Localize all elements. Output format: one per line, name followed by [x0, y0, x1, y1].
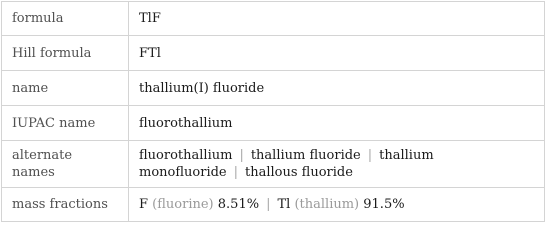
row-label: Hill formula — [2, 36, 129, 71]
element-name: (fluorine) — [152, 197, 214, 212]
element-symbol: F — [139, 197, 149, 212]
mass-fractions-value — [129, 188, 545, 222]
table-row-name — [2, 71, 545, 106]
name-value: thallium(I) fluoride — [129, 71, 545, 106]
table-row-mass-fractions — [2, 188, 545, 222]
element-symbol: Tl — [277, 197, 291, 212]
table-row-alternate-names — [2, 141, 545, 188]
alternate-name: fluorothallium — [139, 148, 233, 163]
mass-percent: 8.51% — [217, 197, 260, 212]
alternate-name: thallium fluoride — [250, 148, 361, 163]
table-row-formula — [2, 2, 545, 36]
formula-value: TlF — [129, 2, 545, 36]
row-label: mass fractions — [2, 188, 129, 222]
mass-percent: 91.5% — [363, 197, 405, 212]
row-label: IUPAC name — [2, 106, 129, 141]
table-row-iupac-name — [2, 106, 545, 141]
table-row-hill-formula — [2, 36, 545, 71]
hill-formula-value: FTl — [129, 36, 545, 71]
separator: | — [233, 165, 239, 180]
alternate-name: thallous fluoride — [245, 165, 353, 180]
row-label: name — [2, 71, 129, 106]
separator: | — [266, 197, 271, 212]
row-label: formula — [2, 2, 129, 36]
row-label: alternate names — [2, 141, 129, 188]
element-name: (thallium) — [294, 197, 360, 212]
separator: | — [239, 148, 244, 163]
alternate-names-value — [129, 141, 545, 188]
properties-table — [1, 1, 545, 222]
iupac-name-value: fluorothallium — [129, 106, 545, 141]
alternate-name: thallium monofluoride — [139, 148, 434, 180]
separator: | — [367, 148, 373, 163]
